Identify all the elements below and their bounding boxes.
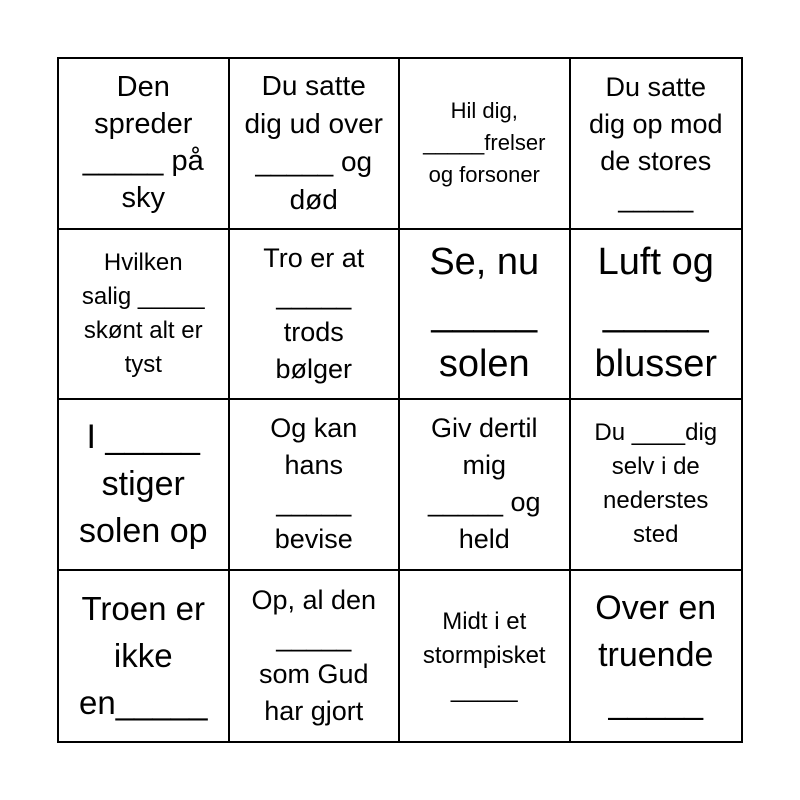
- bingo-cell-r1c2[interactable]: [230, 59, 401, 230]
- cell-text: Du ____dig selv i de nederstes sted: [594, 419, 718, 549]
- cell-text: Hvilken salig _____ skønt alt er tyst: [81, 248, 205, 378]
- cell-text: Over en truende _____: [595, 589, 717, 722]
- bingo-cell-r3c4[interactable]: [571, 400, 742, 571]
- cell-text: Op, al den _____ som Gud har gjort: [251, 584, 377, 726]
- bingo-board: [57, 57, 743, 743]
- cell-text: Troen er ikke en_____: [79, 590, 208, 722]
- cell-text: Midt i et stormpisket _____: [422, 607, 546, 703]
- cell-text: I _____ stiger solen op: [78, 417, 208, 550]
- bingo-cell-r1c3[interactable]: [400, 59, 571, 230]
- bingo-cell-r4c4[interactable]: [571, 571, 742, 742]
- cell-text: Den spreder _____ på sky: [82, 71, 204, 215]
- bingo-cell-r4c3[interactable]: [400, 571, 571, 742]
- cell-text: Giv dertil mig _____ og held: [427, 413, 541, 555]
- bingo-cell-r2c3[interactable]: [400, 230, 571, 401]
- bingo-cell-r2c1[interactable]: [59, 230, 230, 401]
- bingo-cell-r4c2[interactable]: [230, 571, 401, 742]
- bingo-cell-r3c3[interactable]: [400, 400, 571, 571]
- bingo-cell-r1c4[interactable]: [571, 59, 742, 230]
- cell-text: Du satte dig op mod de stores _____: [588, 72, 723, 214]
- cell-text: Tro er at _____ trods bølger: [263, 242, 365, 384]
- cell-text: Se, nu _____ solen: [429, 241, 540, 386]
- cell-text: Hil dig, _____frelser og forsoner: [423, 98, 546, 188]
- bingo-cell-r2c4[interactable]: [571, 230, 742, 401]
- bingo-cell-r1c1[interactable]: [59, 59, 230, 230]
- bingo-cell-r3c2[interactable]: [230, 400, 401, 571]
- cell-text: Luft og _____ blusser: [594, 241, 717, 386]
- bingo-cell-r2c2[interactable]: [230, 230, 401, 401]
- bingo-cell-r4c1[interactable]: [59, 571, 230, 742]
- cell-text: Og kan hans _____ bevise: [270, 413, 358, 555]
- bingo-cell-r3c1[interactable]: [59, 400, 230, 571]
- cell-text: Du satte dig ud over _____ og død: [244, 70, 384, 216]
